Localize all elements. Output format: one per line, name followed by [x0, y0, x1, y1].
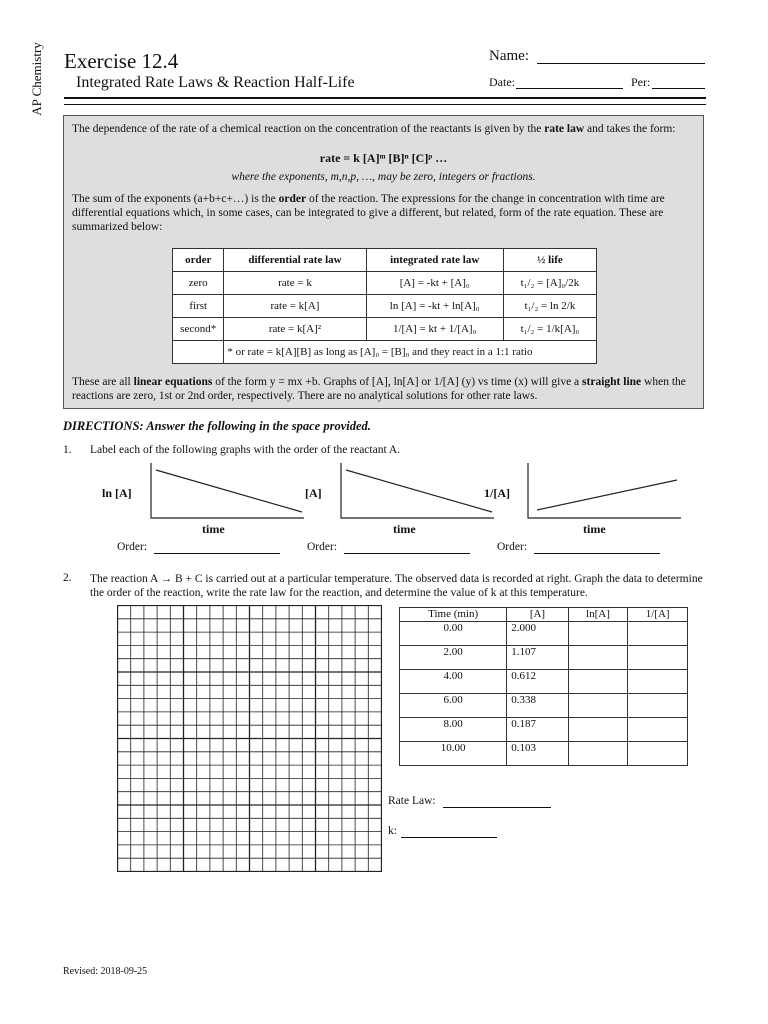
inverse-cell[interactable] — [628, 694, 688, 718]
rate-law-formula: rate = k [A]ᵐ [B]ⁿ [C]ᵖ … — [319, 151, 448, 165]
intro-paragraph-2: The sum of the exponents (a+b+c+…) is the order of the reaction. The expressions for the change in concentration with time are differential equations which, in some cases, can be integrated to give a different, but related, form of the rate equation. These are summarized below: — [72, 193, 665, 233]
table-header: ½ life — [503, 249, 596, 272]
table-header-row — [173, 249, 597, 272]
graph-paper-grid[interactable] — [117, 605, 382, 872]
table-row — [173, 318, 597, 341]
table-cell: 8.00 — [400, 718, 507, 742]
table-header: order — [173, 249, 224, 272]
inverse-cell[interactable] — [628, 622, 688, 646]
table-cell: zero — [173, 272, 224, 295]
graph-1-line — [156, 470, 302, 512]
ln-cell[interactable] — [568, 670, 628, 694]
graph-2-order-label: Order: — [307, 541, 338, 553]
table-cell: ln [A] = -kt + ln[A]₀ — [366, 295, 503, 318]
table-footnote-row — [173, 341, 597, 364]
graph-2-line — [346, 470, 492, 512]
graph-2-xlabel: time — [393, 522, 416, 536]
side-label: AP Chemistry — [29, 42, 44, 116]
table-cell: rate = k[A]² — [224, 318, 366, 341]
table-cell: 0.612 — [507, 670, 568, 694]
table-cell: 0.103 — [507, 742, 568, 766]
graph-3-axes — [528, 463, 681, 518]
graph-3-xlabel: time — [583, 522, 606, 536]
table-cell: 2.000 — [507, 622, 568, 646]
table-header-row — [400, 608, 688, 622]
table-cell: t₁/₂ = 1/k[A]₀ — [503, 318, 596, 341]
table-header: Time (min) — [400, 608, 507, 622]
table-header: 1/[A] — [628, 608, 688, 622]
table-row — [400, 646, 688, 670]
exponents-note: where the exponents, m,n,p, …, may be zero, integers or fractions. — [231, 171, 536, 183]
revised-date: Revised: 2018-09-25 — [63, 966, 148, 977]
graph-2-ylabel: [A] — [305, 486, 322, 500]
graph-1-order-label: Order: — [117, 541, 148, 553]
graph-2 — [338, 462, 496, 520]
name-field[interactable] — [537, 63, 705, 64]
graph-3-order-field[interactable] — [534, 553, 660, 554]
graph-1 — [148, 462, 306, 520]
date-field[interactable] — [516, 88, 623, 89]
rate-law-field[interactable] — [443, 807, 551, 808]
k-label: k: — [388, 825, 397, 837]
name-label: Name: — [489, 48, 529, 64]
rate-law-label: Rate Law: — [388, 795, 436, 807]
table-cell: t₁/₂ = ln 2/k — [503, 295, 596, 318]
table-cell: 0.00 — [400, 622, 507, 646]
table-cell: [A] = -kt + [A]₀ — [366, 272, 503, 295]
intro-paragraph-1: The dependence of the rate of a chemical reaction on the concentration of the reactants is given by the rate law and takes the form: — [72, 123, 676, 135]
table-cell: 10.00 — [400, 742, 507, 766]
header-rule-thin — [64, 104, 706, 105]
table-cell: 1/[A] = kt + 1/[A]₀ — [366, 318, 503, 341]
page-subtitle: Integrated Rate Laws & Reaction Half-Life — [76, 74, 355, 91]
q1-text: Label each of the following graphs with the order of the reactant A. — [90, 444, 401, 456]
table-cell: rate = k[A] — [224, 295, 366, 318]
table-cell: 0.338 — [507, 694, 568, 718]
table-cell: first — [173, 295, 224, 318]
table-header: [A] — [507, 608, 568, 622]
ln-cell[interactable] — [568, 646, 628, 670]
graph-3 — [525, 462, 683, 520]
table-cell: 1.107 — [507, 646, 568, 670]
table-row — [173, 295, 597, 318]
graph-1-ylabel: ln [A] — [102, 486, 132, 500]
table-cell: second* — [173, 318, 224, 341]
k-field[interactable] — [401, 837, 497, 838]
ln-cell[interactable] — [568, 622, 628, 646]
table-row — [400, 694, 688, 718]
rate-law-table — [172, 248, 597, 364]
page-title: Exercise 12.4 — [64, 49, 179, 73]
table-header: ln[A] — [568, 608, 628, 622]
inverse-cell[interactable] — [628, 646, 688, 670]
table-cell — [173, 341, 224, 364]
graph-1-order-field[interactable] — [154, 553, 280, 554]
table-row — [400, 670, 688, 694]
table-row — [400, 742, 688, 766]
q2-number: 2. — [63, 572, 72, 584]
inverse-cell[interactable] — [628, 718, 688, 742]
data-table — [399, 607, 688, 766]
ln-cell[interactable] — [568, 694, 628, 718]
ln-cell[interactable] — [568, 718, 628, 742]
table-header: integrated rate law — [366, 249, 503, 272]
period-label: Per: — [631, 75, 651, 89]
q2-text: The reaction A → B + C is carried out at a particular temperature. The observed data is recorded at right. Graph the data to determine the order of the reaction, write the rate law for the reaction, and determine the value of k at this temperature. — [90, 573, 703, 599]
table-cell: 4.00 — [400, 670, 507, 694]
inverse-cell[interactable] — [628, 670, 688, 694]
graph-3-line — [537, 480, 677, 510]
graph-3-ylabel: 1/[A] — [484, 486, 510, 500]
inverse-cell[interactable] — [628, 742, 688, 766]
table-footnote: * or rate = k[A][B] as long as [A]₀ = [B]₀ and they react in a 1:1 ratio — [224, 341, 597, 364]
table-cell: 0.187 — [507, 718, 568, 742]
ln-cell[interactable] — [568, 742, 628, 766]
table-cell: 6.00 — [400, 694, 507, 718]
header-rule — [64, 97, 706, 99]
table-cell: 2.00 — [400, 646, 507, 670]
date-label: Date: — [489, 75, 515, 89]
table-row — [400, 622, 688, 646]
table-cell: t₁/₂ = [A]₀/2k — [503, 272, 596, 295]
table-row — [173, 272, 597, 295]
graph-1-xlabel: time — [202, 522, 225, 536]
table-header: differential rate law — [224, 249, 366, 272]
q1-number: 1. — [63, 444, 72, 456]
table-row — [400, 718, 688, 742]
graph-3-order-label: Order: — [497, 541, 528, 553]
table-cell: rate = k — [224, 272, 366, 295]
directions-heading: DIRECTIONS: Answer the following in the space provided. — [63, 419, 371, 433]
intro-paragraph-3: These are all linear equations of the form y = mx +b. Graphs of [A], ln[A] or 1/[A] (y) vs time (x) will give a straight line when the reactions are zero, 1st or 2nd order, respectively. There are no analytical solutions for other rate laws. — [72, 376, 686, 402]
period-field[interactable] — [652, 88, 705, 89]
graph-2-order-field[interactable] — [344, 553, 470, 554]
